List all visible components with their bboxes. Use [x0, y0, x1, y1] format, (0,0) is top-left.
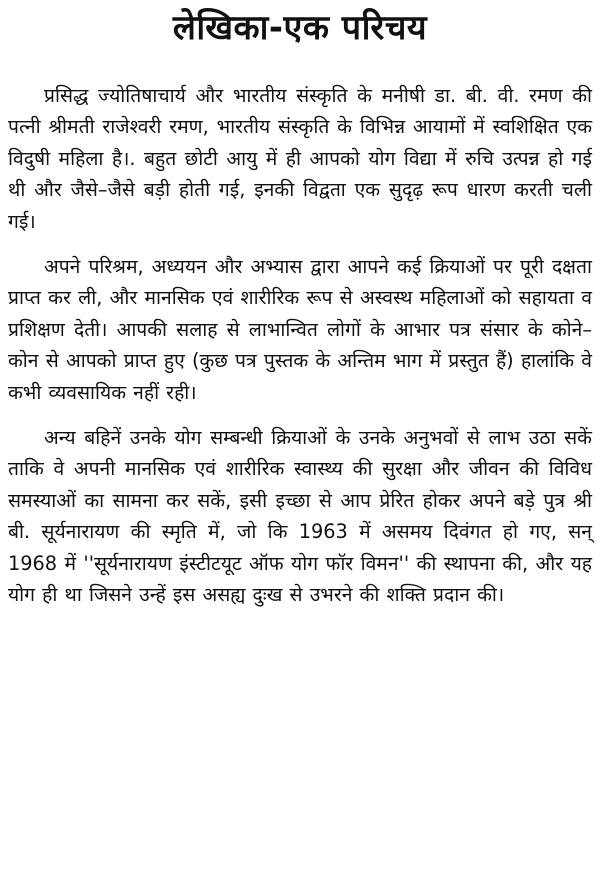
paragraph-2: अपने परिश्रम, अध्ययन और अभ्यास द्वारा आपने कई क्रियाओं पर पूरी दक्षता प्राप्त कर ली, और मानसिक एवं शारीरिक रूप से अस्वस्थ महिलाओं को सहायता व प्रशिक्षण देती। आपकी सलाह से लाभान्वित लोगों के आभार पत्र संसार के कोने–कोन से आपको प्राप्त हुए (कुछ पत्र पुस्तक के अन्तिम भाग में प्रस्तुत हैं) हालांकि वे कभी व्यवसायिक नहीं रही। [8, 255, 592, 404]
page-title: लेखिका-एक परिचय [172, 8, 428, 48]
paragraph-3: अन्य बहिनें उनके योग सम्बन्धी क्रियाओं के उनके अनुभवों से लाभ उठा सकें ताकि वे अपनी मानसिक एवं शारीरिक स्वास्थ्य की सुरक्षा और जीवन की विविध समस्याओं का सामना कर सकें, इसी इच्छा से आप प्रेरित होकर अपने बड़े पुत्र श्री बी. सूर्यनारायण की स्मृति में, जो कि 1963 में असमय दिवंगत हो गए, सन् 1968 में ''सूर्यनारायण इंस्टीटयूट ऑफ योग फॉर विमन'' की स्थापना की, और यह योग ही था जिसने उन्हें इस असह्य दुःख से उभरने की शक्ति प्रदान की। [8, 426, 592, 607]
paragraph-1: प्रसिद्ध ज्योतिषाचार्य और भारतीय संस्कृति के मनीषी डा. बी. वी. रमण की पत्नी श्रीमती राजेश्वरी रमण, भारतीय संस्कृति के विभिन्न आयामों में स्वशिक्षित एक विदुषी महिला है।. बहुत छोटी आयु में ही आपको योग विद्या में रुचि उत्पन्न हो गई थी और जैसे–जैसे बड़ी होती गई, इनकी विद्वता एक सुदृढ़ रूप धारण करती चली गई। [8, 84, 592, 233]
